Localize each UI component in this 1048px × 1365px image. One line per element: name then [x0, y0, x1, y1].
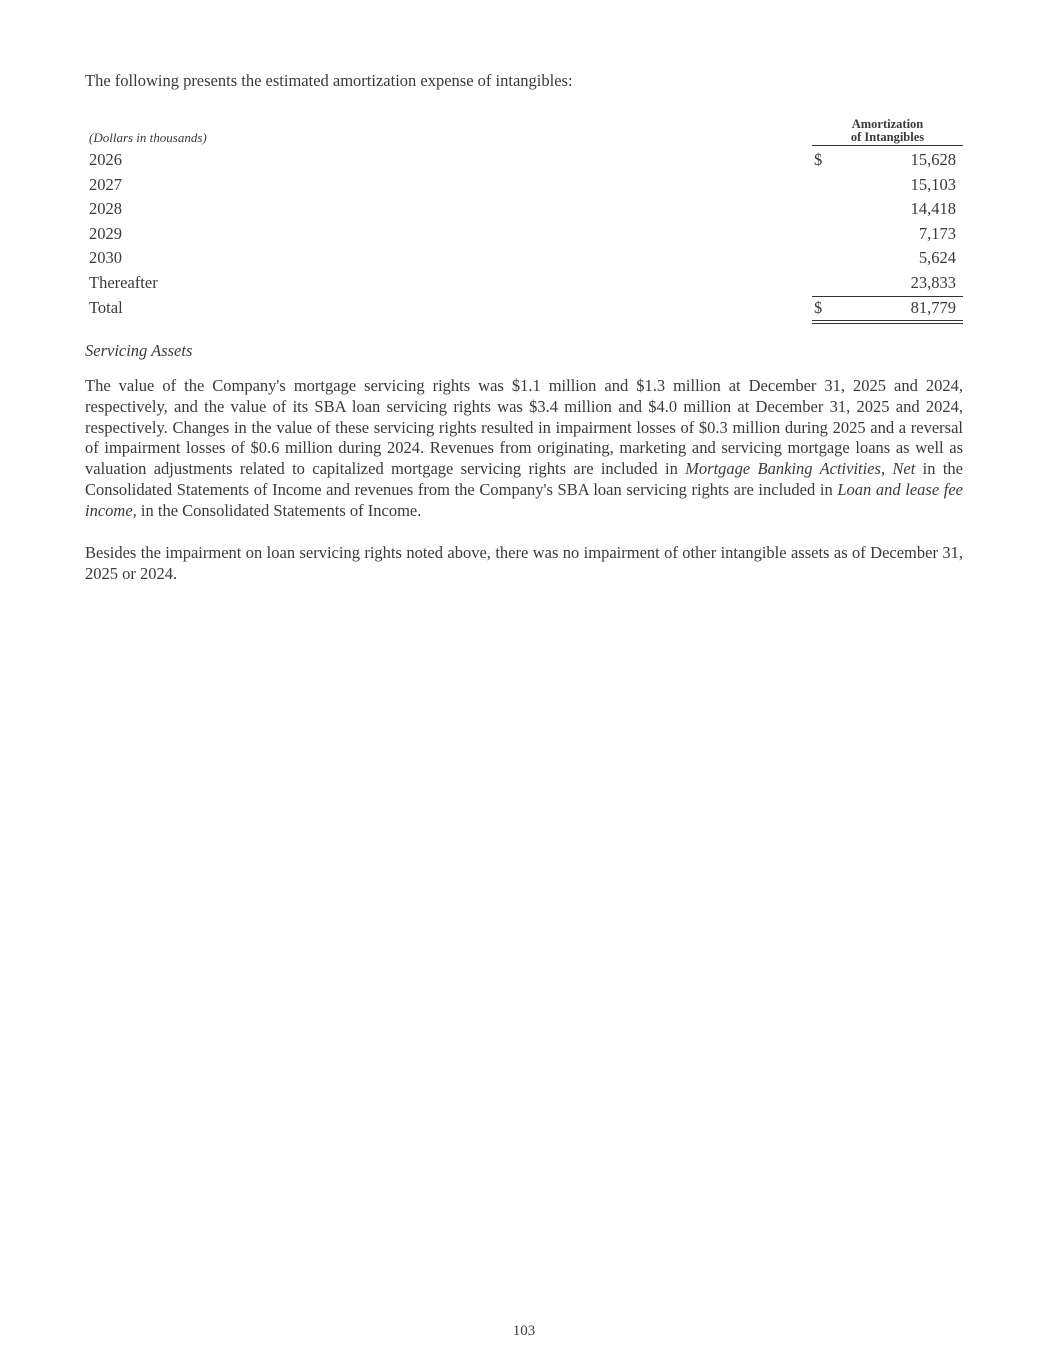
row-value: 7,173	[918, 223, 956, 243]
column-header-line1: Amortization	[851, 117, 924, 131]
paragraph-text: The value of the Company's mortgage servicing rights was $1.1 million and $1.3 million at December 31, 2025 and 2024, respectively, and the value of its SBA loan servicing rights was $3.4 million and $4.0 million at December 31, 2025 and 2024, respectively. Changes in the value of these servicing rights resulted in impairment losses of $0.3 million during 2025 and a reversal of impairment losses of $0.6 million during 2024. Revenues from originating, marketing and servicing mortgage loans as well as valuation adjustments related to capitalized mortgage servicing rights are included in	[85, 376, 963, 479]
total-value: 81,779	[910, 297, 956, 317]
paragraph-text: in the Consolidated Statements of Income and revenues from the Company's SBA loan servicing rights are included in	[85, 459, 963, 499]
servicing-assets-paragraph	[85, 376, 963, 522]
table-row	[85, 148, 963, 173]
row-label: 2026	[89, 150, 122, 169]
document-page	[85, 0, 963, 1365]
units-label: (Dollars in thousands)	[89, 130, 207, 145]
row-value: 15,628	[910, 150, 956, 169]
table-total-row	[85, 296, 963, 321]
total-label: Total	[89, 297, 123, 317]
paragraph-text: in the Consolidated Statements of Income.	[136, 500, 422, 520]
table-row	[85, 222, 963, 247]
amortization-table	[85, 112, 963, 320]
section-title: Servicing Assets	[85, 341, 193, 360]
row-value: 5,624	[918, 248, 956, 268]
row-value: 23,833	[910, 272, 956, 292]
currency-symbol: $	[814, 297, 823, 317]
page-number: 103	[512, 1323, 536, 1339]
currency-symbol: $	[814, 150, 823, 169]
paragraph-italic-term: Loan and lease fee income,	[85, 479, 963, 520]
row-value: 15,103	[910, 174, 956, 194]
row-label: 2027	[89, 174, 122, 194]
impairment-paragraph: Besides the impairment on loan servicing rights noted above, there was no impairment of other intangible assets as of December 31, 2025 or 2024.	[85, 543, 963, 583]
row-value: 14,418	[910, 199, 956, 219]
table-header	[85, 112, 963, 148]
table-row	[85, 246, 963, 271]
column-header	[812, 118, 963, 146]
intro-text: The following presents the estimated amortization expense of intangibles:	[85, 71, 573, 90]
column-header-line2: of Intangibles	[850, 130, 925, 144]
row-label: 2029	[89, 223, 122, 243]
table-row	[85, 173, 963, 198]
table-row	[85, 197, 963, 222]
table-row	[85, 271, 963, 296]
row-label: 2030	[89, 248, 122, 268]
row-label: 2028	[89, 199, 122, 219]
paragraph-italic-term: Mortgage Banking Activities, Net	[685, 459, 916, 479]
row-label: Thereafter	[89, 272, 158, 292]
